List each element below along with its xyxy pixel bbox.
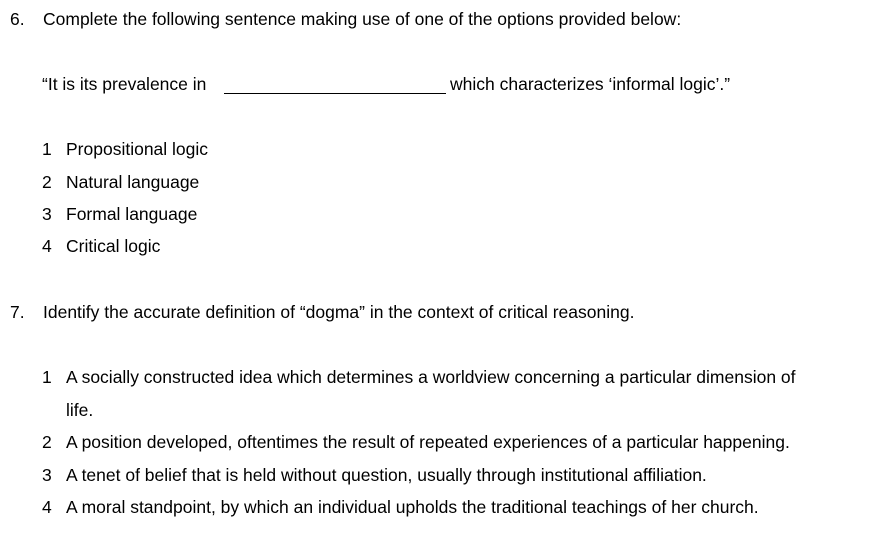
q6-option-3-number: 3	[42, 204, 52, 224]
q7-option-1-text: A socially constructed idea which determines a worldview concerning a particular dimension of	[66, 367, 796, 387]
sentence-after-blank: which characterizes ‘informal logic’.”	[450, 74, 731, 94]
q6-option-3-text: Formal language	[66, 204, 198, 224]
q6-option-1-text: Propositional logic	[66, 139, 209, 159]
q6-option-4-number: 4	[42, 236, 52, 256]
q7-option-2-number: 2	[42, 432, 52, 452]
q6-option-2-text: Natural language	[66, 172, 200, 192]
answer-blank-line	[224, 93, 446, 94]
question-6-number: 6.	[10, 9, 25, 29]
q6-option-1-number: 1	[42, 139, 52, 159]
sentence-before-blank: “It is its prevalence in	[42, 74, 207, 94]
q6-option-2-number: 2	[42, 172, 52, 192]
q7-option-2-text: A position developed, oftentimes the result of repeated experiences of a particular happening.	[66, 432, 790, 452]
q7-option-3-text: A tenet of belief that is held without question, usually through institutional affiliation.	[66, 465, 707, 485]
q7-option-1-number: 1	[42, 367, 52, 387]
q6-option-4-text: Critical logic	[66, 236, 161, 256]
question-7-number: 7.	[10, 302, 25, 322]
q7-option-1-continuation: life.	[66, 400, 94, 420]
q7-option-4-number: 4	[42, 497, 52, 517]
question-6-prompt: Complete the following sentence making use of one of the options provided below:	[43, 9, 682, 29]
question-7-prompt: Identify the accurate definition of “dogma” in the context of critical reasoning.	[43, 302, 635, 322]
q7-option-4-text: A moral standpoint, by which an individual upholds the traditional teachings of her church.	[66, 497, 759, 517]
q7-option-3-number: 3	[42, 465, 52, 485]
